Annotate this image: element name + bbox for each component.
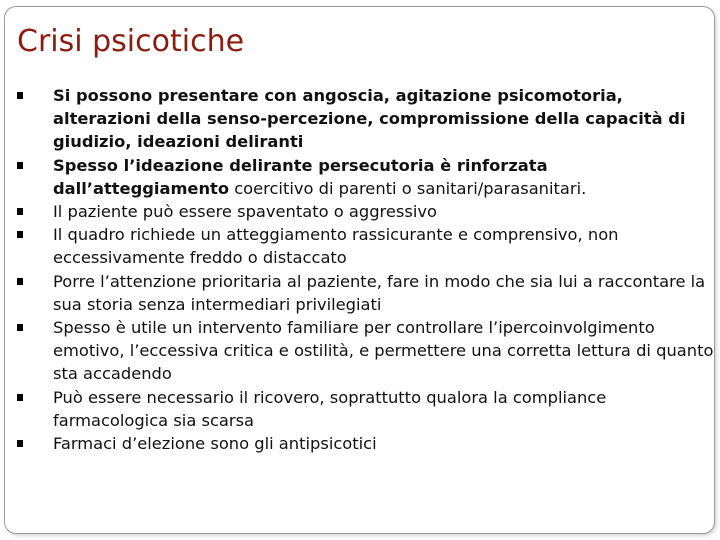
square-bullet-icon	[17, 231, 23, 238]
square-bullet-icon	[17, 162, 23, 169]
bullet-list	[0, 84, 716, 455]
bullet-item	[0, 200, 716, 223]
bullet-text: coercitivo di parenti o sanitari/parasanitari.	[229, 178, 587, 198]
slide-title: Crisi psicotiche	[17, 24, 245, 59]
square-bullet-icon	[17, 440, 23, 447]
square-bullet-icon	[17, 278, 23, 285]
square-bullet-icon	[17, 324, 23, 331]
bullet-item	[0, 223, 716, 269]
square-bullet-icon	[17, 208, 23, 215]
bullet-text: Spesso è utile un intervento familiare per controllare l’ipercoinvolgimento emotivo, l’eccessiva critica e ostilità, e permettere una corretta lettura di quanto sta accadendo	[53, 318, 714, 384]
bullet-item	[0, 386, 716, 432]
bullet-item	[0, 154, 716, 200]
bullet-item	[0, 432, 716, 455]
bullet-text: Porre l’attenzione prioritaria al paziente, fare in modo che sia lui a raccontare la sua storia senza intermediari privilegiati	[53, 271, 706, 314]
bullet-text: Si possono presentare con angoscia, agitazione psicomotoria, alterazioni della senso-percezione, compromissione della capacità di giudizio, ideazioni deliranti	[53, 86, 686, 152]
bullet-text: Farmaci d’elezione sono gli antipsicotici	[53, 434, 377, 454]
bullet-text: Il quadro richiede un atteggiamento rassicurante e comprensivo, non eccessivamente freddo o distaccato	[53, 225, 619, 268]
square-bullet-icon	[17, 394, 23, 401]
bullet-item	[0, 84, 716, 154]
bullet-item	[0, 270, 716, 316]
bullet-text: Il paziente può essere spaventato o aggressivo	[53, 202, 437, 222]
bullet-text: Può essere necessario il ricovero, soprattutto qualora la compliance farmacologica sia scarsa	[53, 387, 607, 430]
bullet-item	[0, 316, 716, 386]
square-bullet-icon	[17, 92, 23, 99]
bullet-text-bold: Spesso l’ideazione delirante persecutoria è rinforzata dall’atteggiamento	[53, 155, 548, 198]
